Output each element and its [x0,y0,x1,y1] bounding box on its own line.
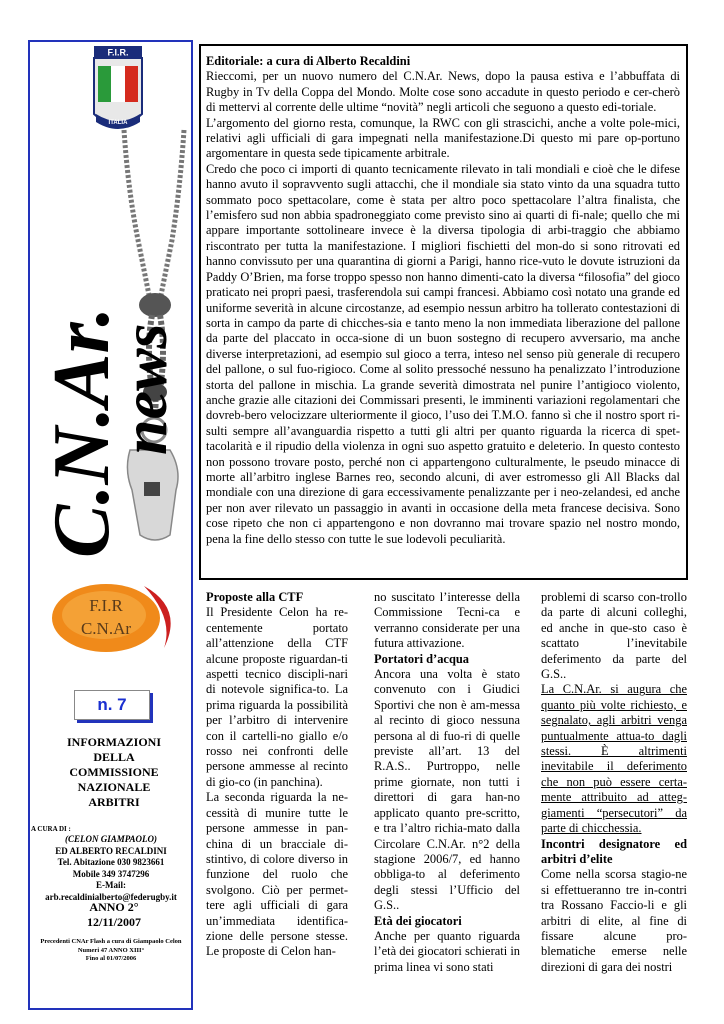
badge-bottom-text: ITALIA [108,120,128,126]
col2-heading1: Portatori d’acqua [374,651,469,666]
col1-text2: La seconda riguarda la ne-cessità di munire tutte le persone ammesse in pan-china di un bracciale di-stintivo, di colore diverso in funzione del ruolo che svolgono. Ciò per permet-tere agli ufficiali di gara un’immediata identifica-zione delle persone stesse. Le proposte di Celon han- [206,790,348,959]
col1-heading: Proposte alla CTF [206,590,304,604]
info-line: COMMISSIONE [69,765,159,779]
editorial-paragraph: Rieccomi, per un nuovo numero del C.N.Ar. News, dopo la pausa estiva e l’abbuffata di Rugby in Tv della Coppa del Mondo. Molte cose sono accadute in questo periodo e cer-cherò di mettervi al corrente delle ultime “novità” negli articoli che seguono a questo edi-toriale. [206,69,680,115]
col3-text: Come nella scorsa stagio-ne si effettueranno tre in-contri tra Rossano Faccio-li e gli arbitri di elite, al fine di fissare alcune pro-blematiche emerse nelle direzioni di gara dei nostri [541,867,687,974]
info-line: INFORMAZIONI [66,735,161,749]
col1-text: Il Presidente Celon ha re-centemente portato all’attenzione della CTF alcune proposte riguardan-ti aspetti tecnico discipli-nari di notevole significa-to. La prima riguarda la possibilità per l’arbitro di intervenire con il cartelli-no giallo e/o rosso nei confronti delle persone ammesse al recinto di gio-co (in panchina). [206,605,348,789]
info-line: DELLA [93,750,135,764]
masthead-title: C.N.Ar. [38,306,126,558]
editorial-title: Editoriale: a cura di Alberto Recaldini [206,54,411,68]
cura-label: A CURA DI : [31,825,71,833]
cnar-logo [44,578,184,658]
date-line: 12/11/2007 [86,915,141,929]
col3-text-top: problemi di scarso con-trollo da parte di alcuni colleghi, ed anche in que-sto caso è scattato l’inevitabile deferimento da parte del G.S.. [541,590,687,682]
column-2 [374,590,520,975]
column-3 [541,590,687,975]
contact-email: E-Mail: arb.recaldinialberto@federugby.it [45,880,177,902]
col2-text1: Ancora una volta è stato convenuto con i Giudici Sportivi che non è am-messa al recinto di gioco nessuna persona al di fuo-ri di quelle previste all’art. 13 del R.A.S.. Purtroppo, nelle prime giornate, non tutti i direttori di gara han-no applicato quanto pre-scritto, e tra l’altro richia-mato dalla Circolare C.N.Ar. n°2 della stagione 2006/7, ed hanno obbliga-to al deferimento degli stessi l’Ufficio del G.S.. [374,667,520,913]
logo-line1: F.I.R [89,596,123,615]
prec-line: Precedenti CNAr Flash a cura di Giampaolo Celon [40,938,182,945]
masthead-subtitle: news [109,323,180,455]
contact-line: (CELON GIAMPAOLO) [64,834,158,844]
contact-line: Tel. Abitazione 030 9823661 [57,857,165,867]
col3-heading: Incontri designatore ed arbitri d’elite [541,836,687,866]
contact-line: Mobile 349 3747296 [72,868,150,879]
info-block [40,735,188,810]
badge-top-text: F.I.R. [107,47,129,58]
info-line: NAZIONALE [77,780,151,794]
col3-underlined-text: La C.N.Ar. si augura che quanto più volte richiesto, e segnalato, agli arbitri venga puntualmente attua-to dagli stessi. È altrimenti inevitabile il deferimento che non può essere certa-mente attribuito ad atteg-giamenti “persecutori” da parte di chicchessia. [541,682,687,836]
contact-line: ED ALBERTO RECALDINI [55,845,167,856]
col2-text2: Anche per quanto riguarda l’età dei giocatori schierati in prima linea vi sono stati [374,928,520,974]
year-line: ANNO 2° [89,900,139,914]
editorial-paragraph: L’argomento del giorno resta, comunque, la RWC con gli strascichi, anche a volte pole-mici, relativi agli ufficiali di gara impegnati nella manifestazione.Di questo mi pare op-portuno argomentare in questa sede tipicamente arbitrale. [206,115,680,161]
previous-issues-block [31,938,191,964]
editorial-paragraph: Credo che poco ci importi di quanto tecnicamente rilevato in tali mondiali e cioè che le difese hanno avuto il sopravvento sugli attacchi, che il mondiale sia stato vinto da una squadra tutto sommato poco spettacolare, come è stata per altro poco spettacolare l’altra finalista, che l’emisfero sud non abbia spadroneggiato come previsto sino ai quarti di fi-nale; quello che mi appare importante sottolineare invece è la diversa tipologia di arbi-traggio che abbiamo riscontrato per tutta la manifestazione. I migliori fischietti del mon-do si sono ritrovati ed hanno convissuto per una quarantina di giorni a Parigi, hanno rice-vuto le dovute istruzioni da Paddy O’Brien, ma forse troppo spesso non hanno dimenti-cato la diversa “filosofia” del gioco praticato nei propri paesi, trasferendola sui campi francesi. Abbiamo così notato una grande ed uniforme severità in alcune circostanze, ad esempio nessun arbitro ha tollerato contestazioni di sorta in campo da parte di chicches-sia e tanto meno la non immediata liberazione del pallone da parte del placcato in occa-sione di un buon sostegno di recupero avversario, ma anche diverse interpretazioni, ad esempio sul gioco a terra, inteso nel senso più generale di recupero del pallone, o sul fuo-rigioco. Come al solito pressoché nessuno ha penalizzato l’introduzione storta del pallone in mischia. La grande severità dimostrata nel punire l’antigioco violento, anche grazie alle citazioni dei Commissari presenti, le imminenti variazioni regolamentari che dovreb-bero velocizzare ulteriormente il gioco, l’uso dei T.M.O. fanno sì che il nostro sport ri-sulti sempre all’avanguardia rispetto a tutti gli altri per quanto riguarda la ricerca di spet-tacolarità e il ripudio della violenza in ogni suo aspetto gratuito e deleterio. In questo contesto non possono trovare posto, perché non ci appartengono culturalmente, le pseudo minacce di morte all’arbitro inglese Barnes reo, secondo alcuni, di aver estromesso gli All Blacks dal mondiale con una direzione di gara eccessivamente penalizzante per i neo-zelandesi, ed anche per non aver rilevato un passaggio in avanti in occasione della meta francese decisiva. Sono cose ripeto che non ci appartengono e non dovranno mai trovare spazio nel nostro mondo, pena la fine dello stesso con tutte le sue lodevoli peculiarità. [206,161,680,546]
logo-line2: C.N.Ar [80,619,132,638]
column-1 [206,590,348,960]
prec-line: Fino al 01/07/2006 [85,955,137,962]
masthead [36,120,180,560]
contact-block [31,834,191,903]
issue-number: n. 7 [74,690,150,720]
col2-text-top: no suscitato l’interesse della Commissione Tecni-ca e verranno considerate per una futura attivazione. [374,590,520,651]
info-line: ARBITRI [88,795,140,809]
editorial-box [199,44,688,580]
col2-heading2: Età dei giocatori [374,913,462,928]
prec-line: Numeri 47 ANNO XIII° [77,946,145,954]
year-date-block [40,900,188,930]
